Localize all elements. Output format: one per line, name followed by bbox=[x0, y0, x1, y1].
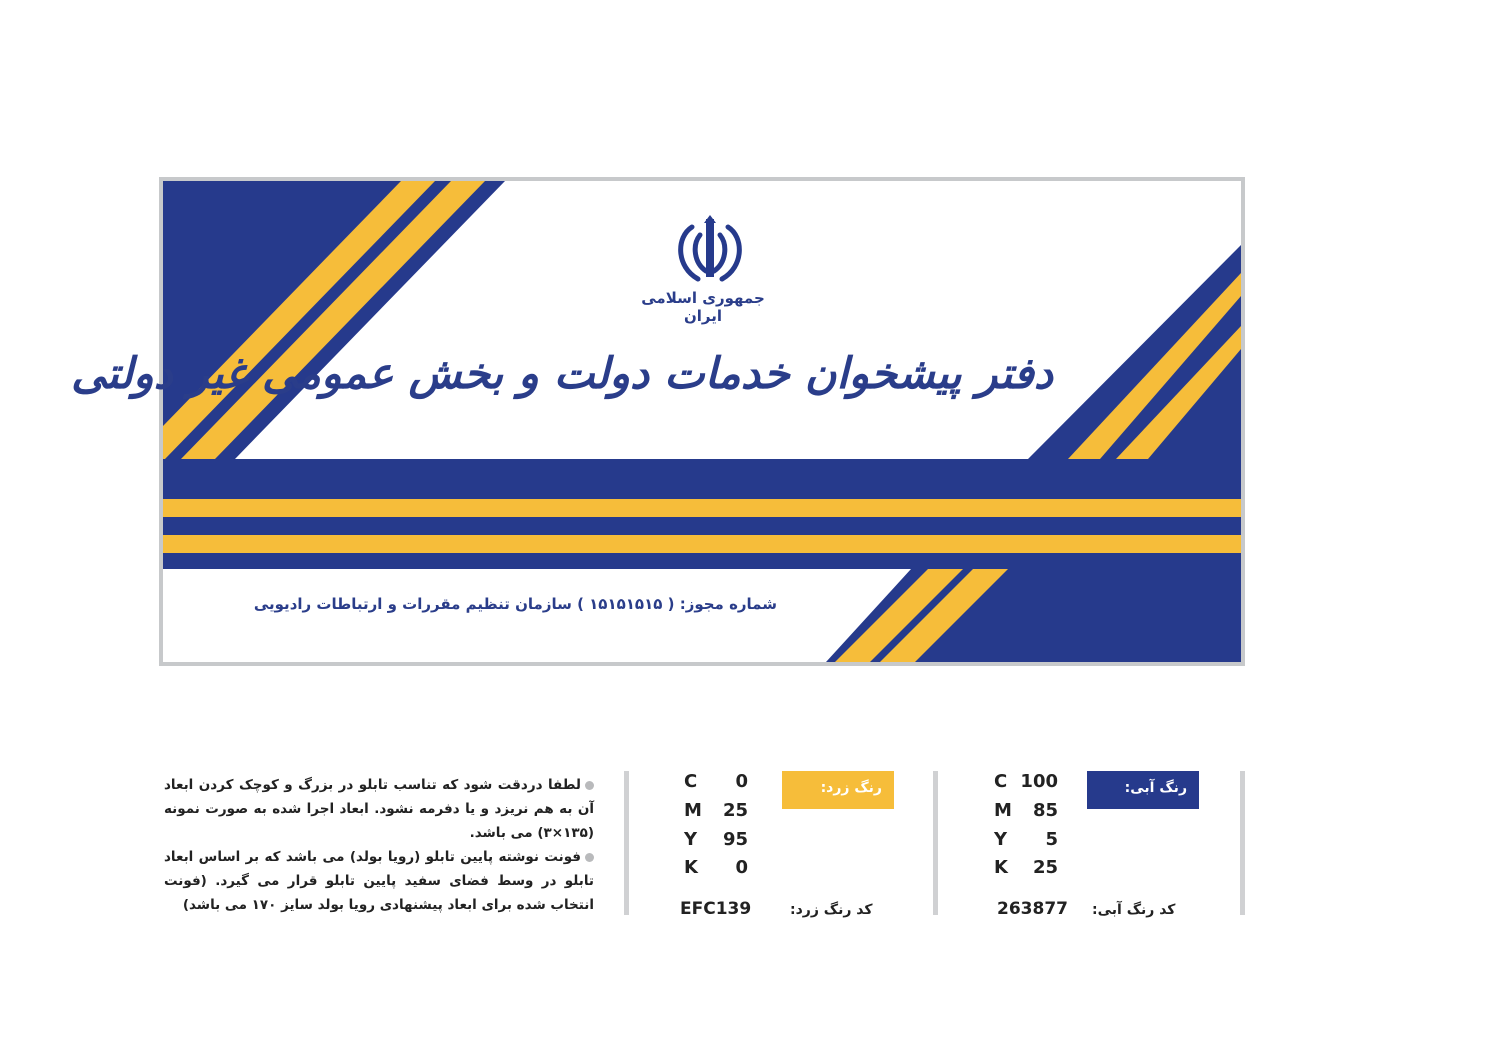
yellow-cmyk-y bbox=[684, 829, 748, 851]
cmyk-value: 25 bbox=[1032, 857, 1058, 878]
cmyk-value: 85 bbox=[1032, 800, 1058, 821]
divider bbox=[1240, 771, 1245, 915]
yellow-stripe-lower bbox=[163, 535, 1241, 553]
cmyk-key: C bbox=[684, 771, 698, 792]
cmyk-key: Y bbox=[994, 829, 1008, 850]
cmyk-value: 95 bbox=[722, 829, 748, 850]
blue-cmyk-k bbox=[994, 857, 1058, 879]
note-item bbox=[164, 773, 594, 845]
blue-cmyk-c bbox=[994, 771, 1058, 793]
yellow-stripe-upper bbox=[163, 499, 1241, 517]
blue-diagonal-right bbox=[1028, 245, 1241, 459]
divider bbox=[624, 771, 629, 915]
iran-emblem-icon bbox=[670, 215, 750, 285]
yellow-cmyk-k bbox=[684, 857, 748, 879]
emblem-caption: جمهوری اسلامی ایران bbox=[641, 289, 765, 325]
cmyk-key: M bbox=[994, 800, 1012, 821]
blue-code-label: کد رنگ آبی: bbox=[1092, 902, 1176, 918]
cmyk-key: M bbox=[684, 800, 702, 821]
cmyk-value: 100 bbox=[1020, 771, 1058, 792]
license-line: شماره مجوز: ( ۱۵۱۵۱۵۱۵ ) سازمان تنظیم مقررات و ارتباطات رادیویی bbox=[253, 595, 777, 613]
sign-title: دفتر پیشخوان خدمات دولت و بخش عمومی غیر دولتی bbox=[71, 349, 1053, 399]
notes bbox=[164, 773, 594, 917]
blue-cmyk-m bbox=[994, 800, 1058, 822]
cmyk-key: K bbox=[994, 857, 1008, 878]
note-item bbox=[164, 845, 594, 917]
yellow-color-swatch: رنگ زرد: bbox=[782, 771, 894, 809]
note-text: لطفا دردقت شود که تناسب تابلو در بزرگ و کوچک کردن ابعاد آن به هم نریزد و یا دفرمه نشود. ابعاد اجرا شده به صورت نمونه (۱۳۵×۳) می باشد. bbox=[164, 777, 594, 841]
divider bbox=[933, 771, 938, 915]
cmyk-value: 5 bbox=[1045, 829, 1058, 850]
yellow-code-label: کد رنگ زرد: bbox=[790, 902, 873, 918]
blue-cmyk-y bbox=[994, 829, 1058, 851]
cmyk-value: 0 bbox=[735, 771, 748, 792]
cmyk-key: C bbox=[994, 771, 1008, 792]
yellow-code-value: EFC139 bbox=[680, 899, 752, 919]
signboard bbox=[71, 177, 1245, 666]
yellow-cmyk-m bbox=[684, 800, 748, 822]
cmyk-key: Y bbox=[684, 829, 698, 850]
blue-color-swatch: رنگ آبی: bbox=[1087, 771, 1199, 809]
cmyk-value: 0 bbox=[735, 857, 748, 878]
bullet-icon bbox=[585, 781, 594, 790]
bullet-icon bbox=[585, 853, 594, 862]
yellow-cmyk-c bbox=[684, 771, 748, 793]
cmyk-value: 25 bbox=[722, 800, 748, 821]
blue-code-value: 263877 bbox=[997, 899, 1068, 919]
note-text: فونت نوشته پایین تابلو (رویا بولد) می باشد که بر اساس ابعاد تابلو در وسط فضای سفید پایین تابلو قرار می گیرد. (فونت انتخاب شده برای ابعاد پیشنهادی رویا بولد سایز ۱۷۰ می باشد) bbox=[164, 849, 594, 913]
cmyk-key: K bbox=[684, 857, 698, 878]
